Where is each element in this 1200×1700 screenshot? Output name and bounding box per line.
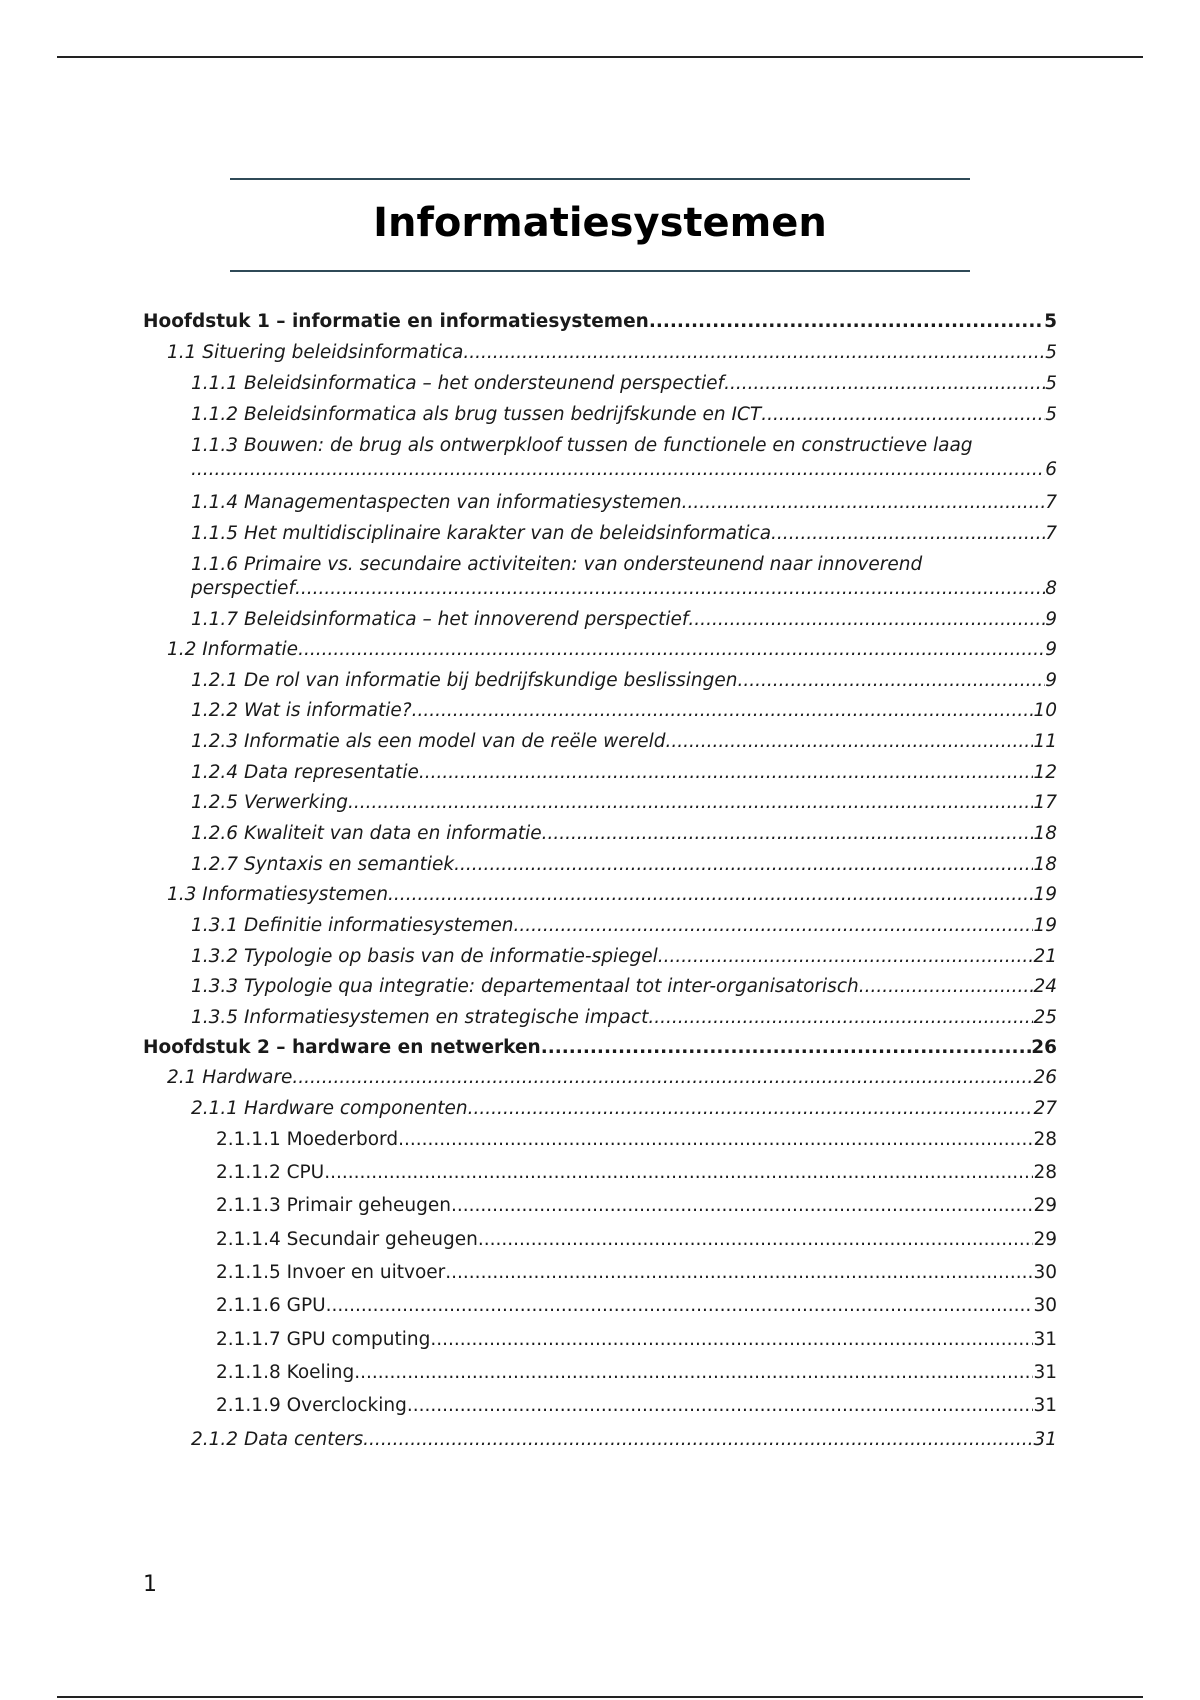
- toc-entry-label: 1.1.4 Managementaspecten van informatiesystemen: [191, 492, 682, 513]
- toc-entry[interactable]: [143, 975, 1057, 999]
- toc-page-number: 19: [1033, 884, 1057, 905]
- toc-page-number: 6: [1045, 459, 1057, 480]
- toc-page-number: 29: [1033, 1195, 1057, 1216]
- toc-entry-label: 2.1.1.2 CPU: [216, 1162, 325, 1183]
- toc-entry-label: 2.1.1.3 Primair geheugen: [216, 1195, 451, 1216]
- toc-page-number: 28: [1033, 1162, 1057, 1183]
- toc-entry[interactable]: [143, 553, 1057, 601]
- toc-leader-dots: [542, 822, 1034, 846]
- toc-page-number: 11: [1033, 731, 1057, 752]
- toc-entry-label: 2.1 Hardware: [167, 1067, 293, 1088]
- toc-entry-label: 1.1.3 Bouwen: de brug als ontwerpkloof tussen de functionele en constructieve laag: [191, 435, 973, 456]
- toc-entry-label: 2.1.1.1 Moederbord: [216, 1129, 399, 1150]
- toc-entry[interactable]: [143, 1128, 1057, 1152]
- toc-entry[interactable]: [143, 730, 1057, 754]
- toc-leader-dots: [445, 1261, 1033, 1285]
- toc-entry-label: 1.3.5 Informatiesystemen en strategische impact: [191, 1007, 649, 1028]
- toc-leader-dots: [463, 341, 1045, 365]
- table-of-contents: [143, 303, 1057, 1452]
- toc-entry-label: 2.1.1.9 Overclocking: [216, 1395, 407, 1416]
- toc-entry-label: 2.1.1.8 Koeling: [216, 1362, 355, 1383]
- toc-leader-dots: [859, 975, 1034, 999]
- toc-entry[interactable]: [143, 945, 1057, 969]
- toc-entry[interactable]: [143, 761, 1057, 785]
- toc-leader-dots: [682, 491, 1046, 515]
- toc-entry[interactable]: [143, 522, 1057, 546]
- toc-page-number: 31: [1033, 1329, 1057, 1350]
- toc-entry[interactable]: [143, 883, 1057, 907]
- toc-entry-label-continued: perspectief: [191, 578, 295, 599]
- toc-leader-dots: [648, 1006, 1033, 1030]
- toc-entry[interactable]: [143, 1006, 1057, 1030]
- toc-page-number: 28: [1033, 1129, 1057, 1150]
- toc-entry-label: 1.1 Situering beleidsinformatica: [167, 342, 464, 363]
- toc-entry-label: 1.3 Informatiesystemen: [167, 884, 389, 905]
- toc-entry-label: 1.2 Informatie: [167, 639, 299, 660]
- toc-entry[interactable]: [143, 699, 1057, 723]
- toc-entry[interactable]: [143, 1328, 1057, 1352]
- toc-entry[interactable]: [143, 669, 1057, 693]
- toc-entry[interactable]: [143, 608, 1057, 632]
- toc-page-number: 26: [1031, 1037, 1057, 1058]
- toc-entry[interactable]: [143, 434, 1057, 482]
- toc-entry-label: 1.2.3 Informatie als een model van de reële wereld: [191, 731, 666, 752]
- toc-entry[interactable]: [143, 853, 1057, 877]
- toc-entry[interactable]: [143, 1097, 1057, 1121]
- toc-entry-label: 1.3.2 Typologie op basis van de informatie-spiegel: [191, 946, 658, 967]
- toc-leader-dots: [388, 883, 1033, 907]
- toc-leader-dots: [398, 1128, 1033, 1152]
- toc-page-number: 18: [1033, 823, 1057, 844]
- toc-entry[interactable]: [143, 638, 1057, 662]
- toc-leader-dots: [771, 522, 1045, 546]
- toc-entry-label: 1.2.2 Wat is informatie?: [191, 700, 412, 721]
- toc-entry-label: 1.2.6 Kwaliteit van data en informatie: [191, 823, 542, 844]
- toc-entry[interactable]: [143, 403, 1057, 427]
- title-top-rule: [230, 178, 970, 180]
- toc-leader-dots: [324, 1161, 1033, 1185]
- toc-entry[interactable]: [143, 491, 1057, 515]
- toc-entry[interactable]: [143, 791, 1057, 815]
- toc-leader-dots: [430, 1328, 1033, 1352]
- toc-page-number: 27: [1033, 1098, 1057, 1119]
- toc-entry-label: Hoofdstuk 1 – informatie en informatiesystemen: [143, 311, 649, 332]
- toc-page-number: 5: [1045, 404, 1057, 425]
- toc-entry-label: 1.1.5 Het multidisciplinaire karakter van de beleidsinformatica: [191, 523, 772, 544]
- document-title: Informatiesystemen: [373, 200, 827, 246]
- toc-entry[interactable]: [143, 1194, 1057, 1218]
- toc-page-number: 29: [1033, 1229, 1057, 1250]
- toc-page-number: 12: [1033, 762, 1057, 783]
- toc-leader-dots: [191, 458, 1045, 482]
- toc-entry[interactable]: [143, 1261, 1057, 1285]
- toc-entry[interactable]: [143, 1428, 1057, 1452]
- toc-leader-dots: [513, 914, 1033, 938]
- page-bottom-rule: [57, 1696, 1143, 1698]
- toc-entry-label: 1.1.1 Beleidsinformatica – het ondersteunend perspectief: [191, 373, 725, 394]
- toc-entry[interactable]: [143, 1294, 1057, 1318]
- toc-page-number: 7: [1045, 523, 1057, 544]
- toc-entry[interactable]: [143, 1066, 1057, 1090]
- toc-entry-label: 2.1.1.4 Secundair geheugen: [216, 1229, 478, 1250]
- toc-leader-dots: [666, 730, 1034, 754]
- toc-page-number: 7: [1045, 492, 1057, 513]
- toc-page-number: 21: [1033, 946, 1057, 967]
- toc-entry-label: 2.1.2 Data centers: [191, 1429, 364, 1450]
- toc-page-number: 19: [1033, 915, 1057, 936]
- toc-leader-dots: [649, 310, 1044, 334]
- toc-leader-dots: [363, 1428, 1033, 1452]
- toc-leader-dots: [295, 577, 1045, 601]
- toc-leader-dots: [761, 403, 1045, 427]
- toc-leader-dots: [348, 791, 1034, 815]
- toc-entry[interactable]: [143, 1228, 1057, 1252]
- toc-page-number: 18: [1033, 854, 1057, 875]
- toc-page-number: 30: [1033, 1262, 1057, 1283]
- title-bottom-rule: [230, 270, 970, 272]
- toc-page-number: 17: [1033, 792, 1057, 813]
- toc-page-number: 26: [1033, 1067, 1057, 1088]
- toc-entry-label: Hoofdstuk 2 – hardware en netwerken: [143, 1037, 541, 1058]
- page-number: 1: [143, 1572, 157, 1597]
- page-top-rule: [57, 56, 1143, 58]
- toc-page-number: 31: [1033, 1429, 1057, 1450]
- toc-page-number: 9: [1045, 639, 1057, 660]
- toc-leader-dots: [407, 1394, 1034, 1418]
- toc-entry[interactable]: [143, 1036, 1057, 1060]
- toc-leader-dots: [326, 1294, 1034, 1318]
- toc-page-number: 5: [1044, 311, 1057, 332]
- toc-entry-label: 1.1.6 Primaire vs. secundaire activiteiten: van ondersteunend naar innoverend: [191, 554, 923, 575]
- toc-page-number: 30: [1033, 1295, 1057, 1316]
- toc-page-number: 5: [1045, 373, 1057, 394]
- toc-page-number: 9: [1045, 670, 1057, 691]
- toc-entry[interactable]: [143, 372, 1057, 396]
- toc-leader-dots: [451, 1194, 1033, 1218]
- toc-page-number: 8: [1045, 578, 1057, 599]
- toc-entry-label: 1.2.7 Syntaxis en semantiek: [191, 854, 455, 875]
- toc-entry-label: 1.2.4 Data representatie: [191, 762, 419, 783]
- toc-entry[interactable]: [143, 822, 1057, 846]
- toc-entry[interactable]: [143, 914, 1057, 938]
- toc-entry-label: 2.1.1.6 GPU: [216, 1295, 326, 1316]
- toc-leader-dots: [468, 1097, 1034, 1121]
- toc-leader-dots: [454, 853, 1033, 877]
- toc-entry-label: 1.3.1 Definitie informatiesystemen: [191, 915, 514, 936]
- title-block: [230, 178, 970, 272]
- toc-leader-dots: [292, 1066, 1033, 1090]
- toc-page-number: 9: [1045, 609, 1057, 630]
- toc-entry-label: 1.3.3 Typologie qua integratie: departementaal tot inter-organisatorisch: [191, 976, 859, 997]
- toc-page-number: 24: [1033, 976, 1057, 997]
- toc-leader-dots: [298, 638, 1045, 662]
- toc-leader-dots: [419, 761, 1034, 785]
- toc-leader-dots: [738, 669, 1046, 693]
- toc-leader-dots: [541, 1036, 1032, 1060]
- toc-entry-label: 1.2.1 De rol van informatie bij bedrijfskundige beslissingen: [191, 670, 738, 691]
- toc-entry-label: 2.1.1 Hardware componenten: [191, 1098, 468, 1119]
- toc-entry[interactable]: [143, 310, 1057, 334]
- toc-leader-dots: [724, 372, 1045, 396]
- toc-page-number: 31: [1033, 1362, 1057, 1383]
- toc-leader-dots: [354, 1361, 1033, 1385]
- toc-entry-label: 1.1.7 Beleidsinformatica – het innoverend perspectief: [191, 609, 689, 630]
- toc-leader-dots: [658, 945, 1034, 969]
- toc-leader-dots: [478, 1228, 1034, 1252]
- toc-entry-label: 2.1.1.7 GPU computing: [216, 1329, 431, 1350]
- toc-entry[interactable]: [143, 1394, 1057, 1418]
- toc-entry-label: 1.1.2 Beleidsinformatica als brug tussen bedrijfskunde en ICT: [191, 404, 762, 425]
- toc-page-number: 31: [1033, 1395, 1057, 1416]
- toc-page-number: 5: [1045, 342, 1057, 363]
- toc-entry-label: 2.1.1.5 Invoer en uitvoer: [216, 1262, 446, 1283]
- toc-entry-label: 1.2.5 Verwerking: [191, 792, 348, 813]
- toc-entry[interactable]: [143, 1361, 1057, 1385]
- toc-page-number: 10: [1033, 700, 1057, 721]
- toc-leader-dots: [412, 699, 1034, 723]
- toc-entry[interactable]: [143, 341, 1057, 365]
- toc-entry[interactable]: [143, 1161, 1057, 1185]
- toc-page-number: 25: [1033, 1007, 1057, 1028]
- toc-leader-dots: [688, 608, 1045, 632]
